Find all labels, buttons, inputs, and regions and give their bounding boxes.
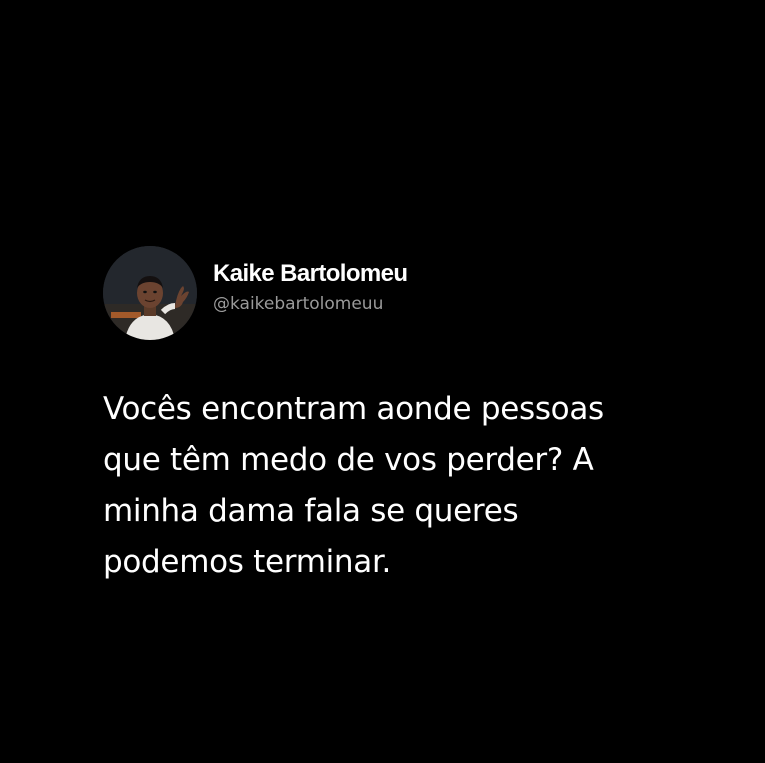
tweet-text-line: que têm medo de vos perder? A xyxy=(103,442,594,478)
tweet-card xyxy=(103,246,703,588)
avatar[interactable] xyxy=(103,246,197,340)
author-display-name[interactable]: Kaike Bartolomeu xyxy=(213,260,408,287)
tweet-text-line: minha dama fala se queres xyxy=(103,493,519,529)
tweet-header xyxy=(103,246,703,340)
author-handle[interactable]: @kaikebartolomeuu xyxy=(213,294,384,314)
tweet-text-line: podemos terminar. xyxy=(103,544,392,580)
tweet-text-line: Vocês encontram aonde pessoas xyxy=(103,391,604,427)
avatar-photo-icon xyxy=(103,246,197,340)
tweet-text xyxy=(103,384,643,588)
author-identity xyxy=(213,259,407,315)
